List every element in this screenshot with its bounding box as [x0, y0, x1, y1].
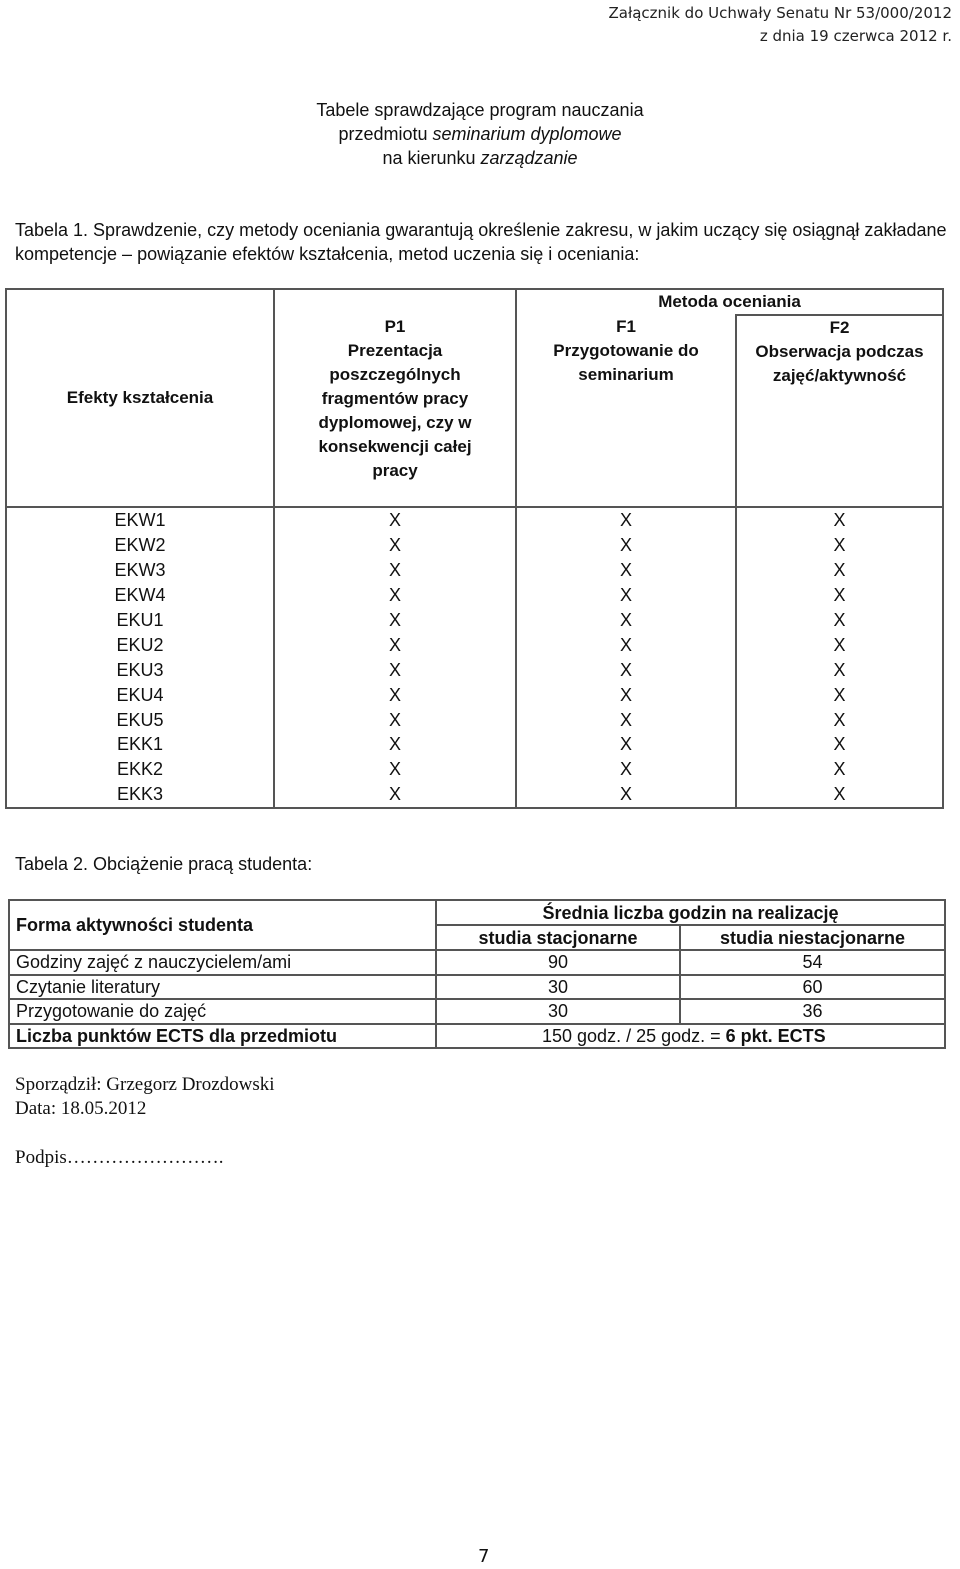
p1-cell: X	[274, 632, 516, 657]
f1-cell: X	[516, 608, 736, 633]
table-row	[6, 632, 943, 657]
effect-cell: EKW3	[6, 558, 274, 583]
table-row	[9, 999, 945, 1024]
header-method: Metoda oceniania	[516, 289, 943, 315]
prepared-by: Sporządził: Grzegorz Drozdowski	[15, 1074, 275, 1095]
heading-line-2	[0, 122, 960, 146]
f2-cell: X	[736, 657, 943, 682]
effect-cell: EKU4	[6, 682, 274, 707]
table-row	[6, 707, 943, 732]
date: Data: 18.05.2012	[15, 1098, 147, 1119]
method-code: F2	[829, 318, 850, 337]
page-number: 7	[478, 1546, 490, 1567]
effect-cell: EKK3	[6, 782, 274, 808]
assessment-methods-table	[5, 288, 944, 809]
document-heading	[0, 98, 960, 170]
p1-cell: X	[274, 782, 516, 808]
p1-cell: X	[274, 558, 516, 583]
f1-cell: X	[516, 682, 736, 707]
method-p1-header	[274, 315, 516, 507]
effect-cell: EKK2	[6, 757, 274, 782]
p1-cell: X	[274, 507, 516, 533]
p1-cell: X	[274, 583, 516, 608]
f2-cell: X	[736, 558, 943, 583]
table-row	[6, 757, 943, 782]
f2-cell: X	[736, 583, 943, 608]
full-time-hours-cell: 30	[436, 975, 680, 1000]
heading-line-3-prefix: na kierunku	[382, 148, 481, 168]
table-row	[9, 975, 945, 1000]
heading-line-1: Tabele sprawdzające program nauczania	[316, 100, 644, 120]
f1-cell: X	[516, 507, 736, 533]
attachment-note	[609, 2, 953, 48]
f1-cell: X	[516, 732, 736, 757]
f2-cell: X	[736, 682, 943, 707]
method-f1-header	[516, 315, 736, 507]
p1-cell: X	[274, 707, 516, 732]
f2-cell: X	[736, 608, 943, 633]
table2-caption: Tabela 2. Obciążenie pracą studenta:	[15, 854, 313, 874]
heading-line-2-prefix: przedmiotu	[338, 124, 433, 144]
table-row	[6, 608, 943, 633]
effect-cell: EKU5	[6, 707, 274, 732]
table-row	[6, 507, 943, 533]
activity-cell: Przygotowanie do zajęć	[9, 999, 436, 1024]
f1-cell: X	[516, 707, 736, 732]
effect-cell: EKU2	[6, 632, 274, 657]
table-row	[6, 533, 943, 558]
effect-cell: EKK1	[6, 732, 274, 757]
f2-cell: X	[736, 707, 943, 732]
p1-cell: X	[274, 608, 516, 633]
part-time-hours-cell: 54	[680, 950, 945, 975]
table1-caption: Tabela 1. Sprawdzenie, czy metody oceniania gwarantują określenie zakresu, w jakim uczący się osiągnął zakładane kompetencje – powiązanie efektów kształcenia, metod uczenia się i oceniania:	[15, 220, 947, 264]
full-time-hours-cell: 30	[436, 999, 680, 1024]
attachment-line-2: z dnia 19 czerwca 2012 r.	[759, 27, 952, 45]
part-time-hours-cell: 60	[680, 975, 945, 1000]
header-avg-hours: Średnia liczba godzin na realizację	[436, 900, 945, 925]
method-name: Obserwacja podczas zajęć/aktywność	[755, 342, 924, 385]
p1-cell: X	[274, 533, 516, 558]
part-time-hours-cell: 36	[680, 999, 945, 1024]
signature-line: Podpis…………………….	[15, 1147, 224, 1168]
f1-cell: X	[516, 583, 736, 608]
method-name: Prezentacja poszczególnych fragmentów pracy dyplomowej, czy w konsekwencji całej pracy	[318, 341, 472, 480]
table-row	[6, 782, 943, 808]
f1-cell: X	[516, 657, 736, 682]
table-row	[6, 558, 943, 583]
attachment-line-1: Załącznik do Uchwały Senatu Nr 53/000/2012	[608, 4, 952, 22]
ects-value-prefix: 150 godz. / 25 godz. =	[542, 1026, 726, 1047]
header-activity: Forma aktywności studenta	[9, 900, 436, 950]
field-of-study: zarządzanie	[480, 148, 578, 168]
effect-cell: EKU3	[6, 657, 274, 682]
ects-points: 6 pkt. ECTS	[725, 1026, 826, 1047]
f1-cell: X	[516, 533, 736, 558]
header-full-time: studia stacjonarne	[436, 925, 680, 950]
f2-cell: X	[736, 533, 943, 558]
f2-cell: X	[736, 757, 943, 782]
heading-line-3	[0, 146, 960, 170]
p1-cell: X	[274, 657, 516, 682]
method-f2-header	[736, 315, 943, 507]
header-part-time: studia niestacjonarne	[680, 925, 945, 950]
table-row	[6, 682, 943, 707]
course-name: seminarium dyplomowe	[432, 124, 622, 144]
ects-label: Liczba punktów ECTS dla przedmiotu	[9, 1024, 436, 1049]
activity-cell: Czytanie literatury	[9, 975, 436, 1000]
table-row	[6, 657, 943, 682]
p1-cell: X	[274, 732, 516, 757]
method-name: Przygotowanie do seminarium	[553, 341, 699, 384]
f2-cell: X	[736, 632, 943, 657]
p1-cell: X	[274, 757, 516, 782]
f1-cell: X	[516, 757, 736, 782]
effect-cell: EKW2	[6, 533, 274, 558]
f1-cell: X	[516, 632, 736, 657]
f1-cell: X	[516, 558, 736, 583]
f2-cell: X	[736, 507, 943, 533]
f2-cell: X	[736, 732, 943, 757]
table-row	[9, 950, 945, 975]
f1-cell: X	[516, 782, 736, 808]
activity-cell: Godziny zajęć z nauczycielem/ami	[9, 950, 436, 975]
method-code: F1	[616, 317, 636, 336]
method-code: P1	[384, 317, 406, 336]
effect-cell: EKW1	[6, 507, 274, 533]
effect-cell: EKU1	[6, 608, 274, 633]
workload-table	[8, 899, 946, 1049]
ects-value	[436, 1024, 945, 1049]
table-row	[6, 583, 943, 608]
table-row	[6, 732, 943, 757]
effect-cell: EKW4	[6, 583, 274, 608]
full-time-hours-cell: 90	[436, 950, 680, 975]
header-empty-cell	[274, 289, 516, 315]
f2-cell: X	[736, 782, 943, 808]
header-effects: Efekty kształcenia	[6, 289, 274, 507]
p1-cell: X	[274, 682, 516, 707]
